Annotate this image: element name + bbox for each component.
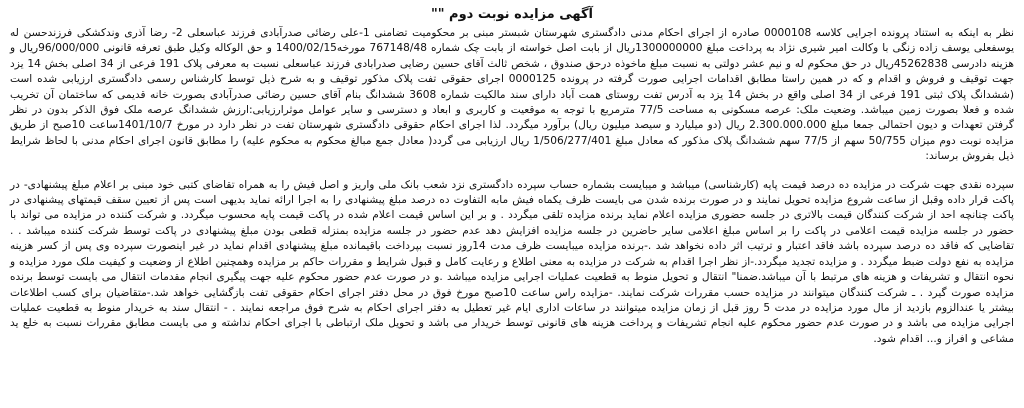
notice-title: آگهی مزایده نوبت دوم "" — [430, 7, 593, 22]
notice-paragraph-2: سپرده نقدی جهت شرکت در مزایده ده درصد قیمت پایه (کارشناسی) میباشد و میبایست بشماره حساب سپرده دادگستری نزد شعب بانک ملی واریز و اصل فیش را به همراه تقاضای کتبی خود مبنی بر اعلام مبلغ پیشنهادی- در پاکت قرار داده وقبل از ساعت شروع مزایده تحویل نمایند و در صورت برنده شدن می بایست ظرف یکماه فیش مابه التفاوت ده درصد مبلغ پیشنهادی را به اجرا ارائه نماید بدیهی است پس از تعیین سقف قیمتهای پیشنهادی در پاکت چنانچه احد از شرکت کنندگان قیمت بالاتری در جلسه حضوری مزایده اعلام نماید برنده مزایده تلقی میگردد . و بر این اساس قیمت اعلام شده در پاکت قیمت پایه محسوب میگردد. و شرکت کننده در مزایده می تواند با حضور در جلسه مزایده قیمت اعلامی در پاکت را بر اساس مبلغ اعلامی سایر حاضرین در جلسه مزایده افزایش دهد عدم حضور در جلسه مزایده بمنزله قطعی بودن مبلغ پیشنهادی در پاکت توسط شرکت کننده میباشد . . تقاضایی که فاقد ده درصد سپرده باشد فاقد اعتبار و ترتیب اثر داده نخواهد شد .-برنده مزایده میبایست ظرف مدت 14روز نسبت بپرداخت باقیمانده مبلغ پیشنهادی اقدام نماید در غیر اینصورت سپرده وی پس از کسر هزینه مزایده به نفع دولت ضبط میگردد . و مزایده تجدید میگردد.-از نظر اجرا اقدام به شرکت در مزایده به معنی اطلاع و رعایت کامل و قبول شرایط و مقررات حاکم بر مزایده وهمچنین اطلاع از وضعیت و کیفیت ملک مورد مزایده و نحوه انتقال و تشریفات و هزینه های مرتبط با آن میباشد.ضمنا" انتقال و تحویل منوط به قطعیت عملیات اجرایی مزایده میباشد .و در صورت عدم حضور محکوم علیه جهت پیگیری انجام مقدمات انتقال می بایست توسط برنده مزایده صورت گیرد . ـ شرکت کنندگان میتوانند در مزایده حسب مقررات شرکت نمایند. -مزایده راس ساعت 10صبح مورخ فوق در محل دفتر اجرای احکام حقوقی تفت بازگشایی خواهد شد.-متقاضیان برای کسب اطلاعات بیشتر یا عندالزوم بازدید از مال مورد مزایده در مدت 5 روز قبل از زمان مزایده میتوانند در ساعات اداری ایام غیر تعطیل به دفتر اجرای احکام به شرح فوق مراجعه نمایند . - انتقال سند به خریدار منوط به قطعیت عملیات اجرایی مزایده می باشد و در صورت عدم حضور محکوم علیه انجام تشریفات و پرداخت هزینه های قانونی توسط خریدار می باشد و تحویل ملک ارتباطی با اجرای احکام نداشته و می بایست مطابق مقررات نسبت به خلع ید مشاعی و افراز و... اقدام شود. — [10, 178, 1014, 345]
notice-paragraph-1: نظر به اینکه به استناد پرونده اجرایی کلاسه 0000108 صادره از اجرای احکام مدنی دادگستری شهرستان شبستر مبنی بر محکومیت تضامنی 1-علی رضائی صدرآبادی فرزند عباسعلی 2- رضا آذری وندکشکی فرزندحسن له یوسفعلی یوسف زاده زنگی با وکالت امیر شیری نژاد به پرداخت مبلغ 1300000000ریال از بابت اصل خواسته از بابت چک شماره 767148/48 مورخه1400/02/15 و حق الوکاله وکیل طبق تعرفه قانونی 96/000/000ریال و هزینه دادرسی 45262838ریال در حق محکوم له و نیم عشر دولتی به نسبت مبلغ ماخوذه درحق صندوق ، شخص ثالث آقای حسین رضایی صدرابادی فرزند عباسعلی نسبت به معرفی پلاک 191 فرعی از 34 اصلی بخش 14 یزد جهت توقیف و فروش و اقدام و که در همین راستا مطابق اقدامات اجرایی صورت گرفته در پرونده 0000125 اجرای حقوقی تفت پلاک مذکور توقیف و به شرح ذیل توسط کارشناس رسمی دادگستری ارزیابی شده است (ششدانگ پلاک ثبتی 191 فرعی از 34 اصلی واقع در بخش 14 یزد به آدرس تفت روستای همت آباد دارای سند مالکیت شماره 3608 ششدانگ بنام آقای حسین رضائی صدرآبادی بصورت خانه قدیمی که ساختمان آن تخریب شده و فعلا بصورت زمین میباشد. وضعیت ملک: عرصه مسکونی به مساحت 77/5 مترمربع با توجه به موقعیت و کاربری و ابعاد و دسترسی و سایر عوامل موثرارزیابی:ارزش ششدانگ عرصه ملک فوق الذکر بدون در نظر گرفتن تعهدات و دیون احتمالی جمعا مبلغ 2.300.000.000 ریال (دو میلیارد و سیصد میلیون ریال) برآورد میگردد. لذا اجرای احکام حقوقی دادگستری شهرستان تفت در نظر دارد در مورخ 1401/10/7ساعت 10صبح از طریق مزایده نوبت دوم میزان 50/755 سهم از 77/5 سهم ششدانگ پلاک مذکور که معادل مبلغ 1/506/277/401 ریال ارزیابی می گردد( معادل جمع مبالغ محکوم به محکوم علیه) را مطابق قانون اجرای احکام مدنی با لحاظ شرایط ذیل بفروش برساند: — [10, 27, 1015, 163]
